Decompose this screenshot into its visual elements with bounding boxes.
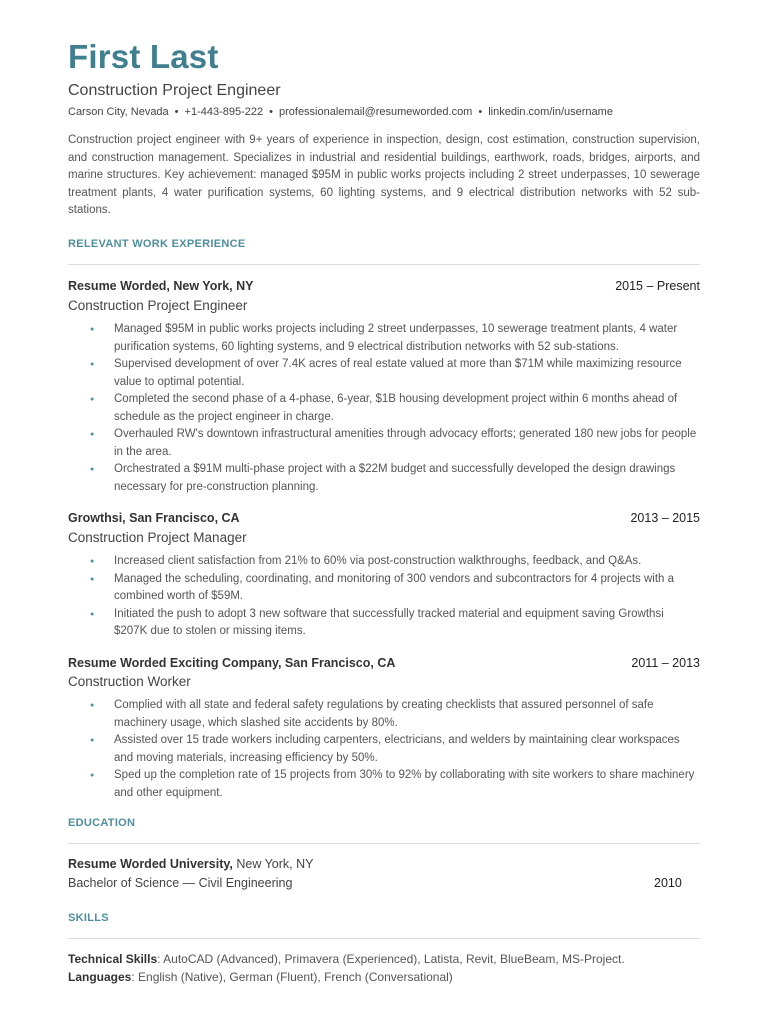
skills-technical-value: : AutoCAD (Advanced), Primavera (Experienced), Latista, Revit, BlueBeam, MS-Project. [157,952,625,966]
contact-separator: • [269,106,273,118]
job-company: Growthsi, San Francisco, CA [68,511,240,525]
section-title-skills: SKILLS [68,912,109,924]
contact-email: professionalemail@resumeworded.com [278,106,473,118]
contact-linkedin: linkedin.com/in/username [488,106,613,118]
education-school: Resume Worded University, [68,857,233,871]
job-bullet: ● Complied with all state and federal safety regulations by creating checklists that assured personnel of safe machinery usage, which slashed site accidents by 80%. [68,697,700,732]
contact-location: Carson City, Nevada [68,106,169,118]
contact-separator: • [478,106,483,118]
job-title: Construction Project Engineer [68,298,248,313]
job-bullets [68,553,700,641]
job-header [68,279,700,293]
job-company: Resume Worded Exciting Company, San Francisco, CA [68,656,396,670]
job-bullet: ● Assisted over 15 trade workers including carpenters, electricians, and welders by maintaining clear workspaces and moving materials, increasing efficiency by 50%. [68,732,700,767]
section-title-education: EDUCATION [68,817,136,829]
summary-paragraph: Construction project engineer with 9+ years of experience in inspection, design, cost estimation, construction supervision, and construction management. Specializes in industrial and residential buildings, earthwork, roads, bridges, airports, and marine structures. Key achievement: managed $95M in public works projects including 2 street underpasses, 10 sewerage treatment plants, 4 water purification systems, 60 lighting systems, and 9 electrical distribution networks with 52 sub-stations. [68,134,700,216]
job-bullet: ● Initiated the push to adopt 3 new software that successfully tracked material and equipment saving Growthsi $207K due to stolen or missing items. [68,606,700,641]
job-dates: 2015 – Present [615,279,700,293]
job-bullets [68,321,700,496]
job-dates: 2013 – 2015 [630,511,700,525]
job-company: Resume Worded, New York, NY [68,279,254,293]
job-title: Construction Project Manager [68,530,247,545]
skills-languages-label: Languages [68,970,132,984]
contact-separator: • [174,106,179,118]
contact-line [68,106,613,118]
candidate-name: First Last [68,38,219,75]
education-location: New York, NY [236,857,314,871]
job-bullet: ● Orchestrated a $91M multi-phase project with a $22M budget and successfully developed the design drawings necessary for pre-construction planning. [68,461,700,496]
job-bullet: ● Completed the second phase of a 4-phase, 6-year, $1B housing development project within 6 months ahead of schedule as the project engineer in charge. [68,391,700,426]
job-header [68,511,700,525]
skills-languages [68,970,453,984]
job-header [68,656,700,670]
education-degree: Bachelor of Science — Civil Engineering [68,876,293,890]
section-divider [68,264,700,265]
job-bullet: ● Managed the scheduling, coordinating, and monitoring of 300 vendors and subcontractors for 4 projects with a combined worth of $59M. [68,571,700,606]
job-bullet: ● Managed $95M in public works projects including 2 street underpasses, 10 sewerage treatment plants, 4 water purification systems, 60 lighting systems, and 9 electrical distribution networks with 52 sub-stations. [68,321,700,356]
job-bullets [68,697,700,802]
education-school-line [68,857,313,871]
candidate-role: Construction Project Engineer [68,82,281,99]
job-bullet: ● Increased client satisfaction from 21% to 60% via post-construction walkthroughs, feedback, and Q&As. [68,553,700,571]
section-divider [68,938,700,939]
job-bullet: ● Sped up the completion rate of 15 projects from 30% to 92% by collaborating with site workers to share machinery and other equipment. [68,767,700,802]
education-year: 2010 [654,876,682,890]
skills-technical-label: Technical Skills [68,952,158,966]
job-bullet: ● Overhauled RW's downtown infrastructural amenities through advocacy efforts; generated 180 new jobs for people in the area. [68,426,700,461]
section-title-experience: RELEVANT WORK EXPERIENCE [68,238,246,250]
job-bullet: ● Supervised development of over 7.4K acres of real estate valued at more than $71M while maximizing resource value to optimal potential. [68,356,700,391]
skills-technical [68,952,625,966]
contact-phone: +1-443-895-222 [184,106,264,118]
section-divider [68,843,700,844]
skills-languages-value: : English (Native), German (Fluent), French (Conversational) [131,970,453,984]
job-title: Construction Worker [68,674,191,689]
job-dates: 2011 – 2013 [631,656,700,670]
